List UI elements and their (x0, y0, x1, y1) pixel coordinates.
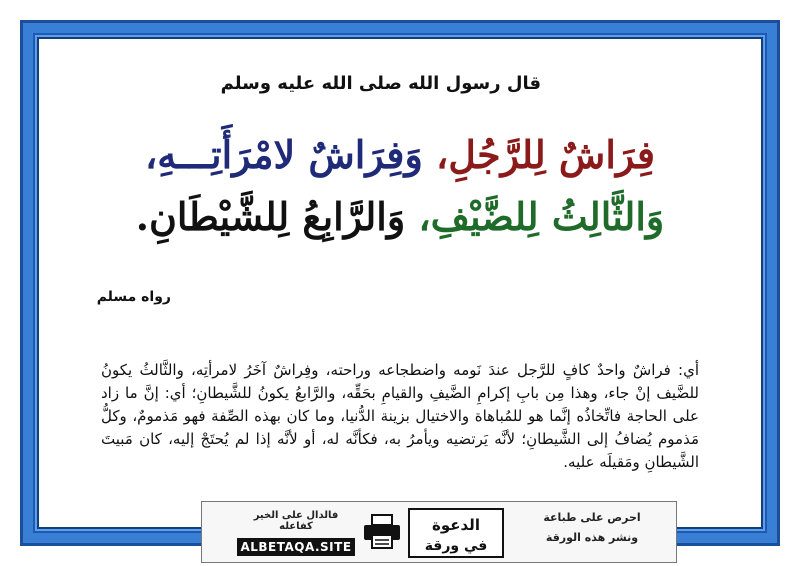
content-sheet (37, 37, 763, 554)
site-caption: فالدال على الخير كفاعله (253, 510, 339, 532)
printer-icon (360, 512, 404, 552)
hadith-text (99, 124, 701, 248)
site-logo (408, 508, 504, 558)
print-note-line-2: ونشر هذه الورقة (545, 531, 639, 544)
hadith-part-2: وَفِرَاشٌ لامْرَأَتِـــهِ، (144, 132, 423, 177)
site-box (237, 507, 355, 557)
narrator: رواه مسلم (96, 289, 171, 305)
hadith-part-4: وَالرَّابِعُ لِلشَّيْطَانِ. (135, 194, 406, 239)
footer-bar (201, 501, 677, 563)
print-note-line-1: احرص على طباعة (543, 511, 641, 524)
svg-text:الدعوة: الدعوة (432, 516, 480, 534)
explanation-text: أي: فراشٌ واحدٌ كافٍ للرَّجل عندَ نَومه واضطجاعه وراحته، وفِراشٌ آخَرُ لامرأتِه، والثَّالثُ يكونُ للضَّيف إنْ جاء، وهذا مِن بابِ إكرامِ الضَّيفِ والقيامِ بحَقِّه، والرَّابعُ يكونُ للشَّيطانِ؛ أي: إنَّ ما زاد على الحاجة فاتِّخاذُه إنَّما هو للمُباهاة والاختيال بزينة الدُّنيا، وما كان بهذه الصِّفة فهو مَذمومٌ، وكلُّ مَذموم يُضافُ إلى الشَّيطانِ؛ لأنَّه يَرتضيه ويأمرُ به، فكأنَّه له، أو لأنَّه إذا لم يُحتَجْ إليه، كان مَبيتَ الشَّيطانِ ومَقيلَه عليه. (101, 361, 699, 471)
print-note (517, 508, 667, 558)
site-name: ALBETAQA.SITE (237, 538, 355, 556)
hadith-part-1: فِرَاشٌ لِلرَّجُلِ، (436, 132, 656, 177)
hadith-part-3: وَالثَّالِثُ لِلضَّيْفِ، (418, 194, 665, 239)
header-title: قال رسول الله صلى الله عليه وسلم (220, 73, 541, 94)
svg-text:في ورقة: في ورقة (424, 538, 488, 554)
